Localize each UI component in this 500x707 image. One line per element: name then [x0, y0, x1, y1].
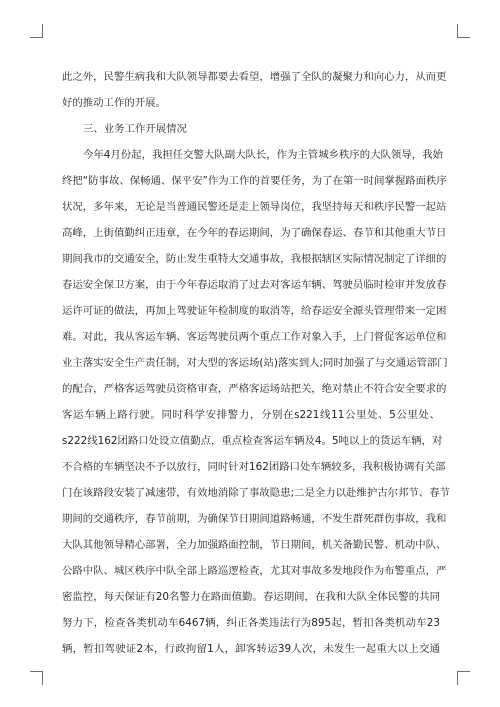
text-line: 密监控，每天保证有20名警力在路面值勤。春运期间，在我和大队全体民警的共同 [62, 591, 440, 603]
text-line: 的配合，严格客运驾驶员资格审查，严格客运场站把关，绝对禁止不符合安全要求的 [62, 383, 447, 395]
text-line: 运许可证的做法，再加上驾驶证年检制度的取消等，给春运安全源头管理带来一定困 [62, 305, 447, 317]
text-line: 努力下，检查各类机动车6467辆，纠正各类违法行为895起，暂扣各类机动车23 [62, 617, 440, 629]
text-line: 今年4月份起，我担任交警大队副大队长，作为主管城乡秩序的大队领导，我始 [83, 149, 443, 161]
document-body [62, 64, 450, 662]
crop-mark-top-left [42, 24, 43, 38]
crop-mark-bottom-right [457, 671, 458, 685]
text-line: 终把“防事故、保畅通、保平安”作为工作的首要任务，为了在第一时间掌握路面秩序 [62, 175, 447, 187]
text-line: 好的推动工作的开展。 [62, 97, 166, 109]
text-line: 大队其他领导精心部署，全力加强路面控制，节日期间，机关备勤民警、机动中队、 [62, 539, 447, 551]
crop-mark-bottom-left [42, 671, 43, 685]
text-line: 期间我市的交通安全，防止发生重特大交通事故，我根据辖区实际情况制定了详细的 [62, 253, 447, 265]
crop-mark-bottom-right [457, 671, 470, 672]
text-line: 不合格的车辆坚决不予以放行，同时针对162团路口处车辆较多，我积极协调有关部 [62, 461, 446, 473]
text-line: 期间的交通秩序，春节前期，为确保节日期间道路畅通，不发生群死群伤事故，我和 [62, 513, 447, 525]
text-line: 难。对此，我从客运车辆、客运驾驶员两个重点工作对象入手，上门督促客运单位和 [62, 331, 447, 343]
text-line: 高峰，上街值勤纠正违章，在今年的春运期间，为了确保春运、春节和其他重大节日 [62, 227, 447, 239]
text-line: 门在该路段安装了减速带，有效地消除了事故隐患;二是全力以赴维护古尔邦节、春节 [62, 487, 450, 499]
text-line: 业主落实安全生产责任制，对大型的客运场(站)落实到人;同时加强了与交通运管部门 [62, 357, 448, 369]
text-line: 春运安全保卫方案，由于今年春运取消了过去对客运车辆、驾驶员临时检审并发放春 [62, 279, 447, 291]
crop-mark-top-right [457, 37, 470, 38]
crop-mark-top-right [457, 24, 458, 38]
text-line: 辆，暂扣驾驶证2本，行政拘留1人，卸客转运39人次，未发生一起重大以上交通 [62, 643, 440, 655]
text-line: 客运车辆上路行驶。同时科学安排警力，分别在s221线11公里处、5公里处、 [62, 409, 440, 421]
section-heading: 三、业务工作开展情况 [83, 123, 187, 135]
text-line: 此之外，民警生病我和大队领导都要去看望，增强了全队的凝聚力和向心力，从而更 [62, 71, 447, 83]
text-line: s222线162团路口处设立值勤点，重点检查客运车辆及4。5吨以上的货运车辆，对 [62, 435, 443, 447]
text-line: 公路中队、城区秩序中队全部上路巡逻检查，尤其对事故多发地段作为布警重点，严 [62, 565, 447, 577]
text-line: 状况，多年来，无论是当普通民警还是走上领导岗位，我坚持每天和秩序民警一起站 [62, 201, 447, 213]
